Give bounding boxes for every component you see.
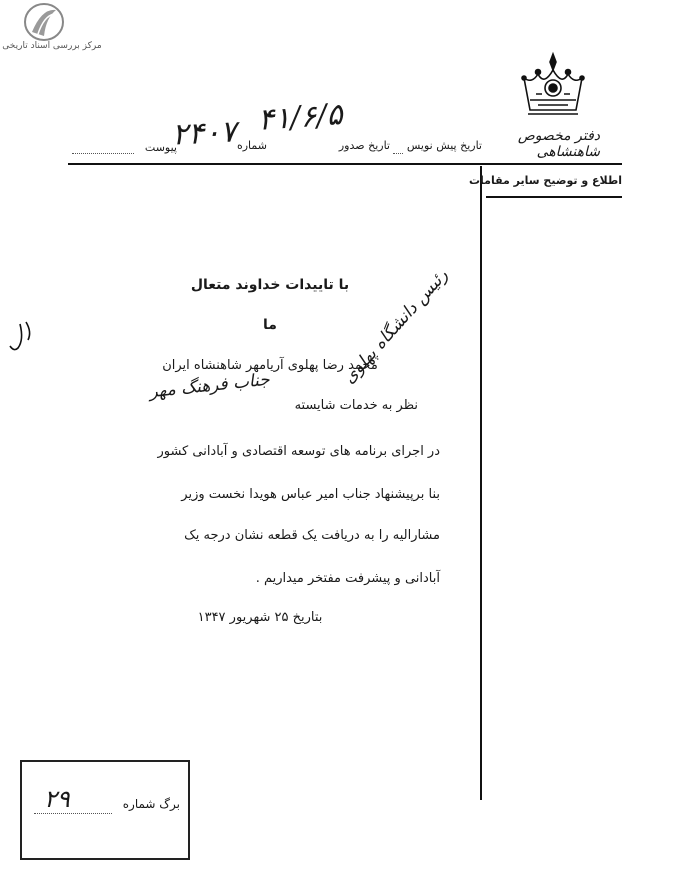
royal-we: ما [263, 317, 277, 333]
issue-date-label: تاریخ صدور [338, 139, 390, 152]
decree-line-5: آبادانی و پیشرفت مفتخر میداریم . [255, 571, 440, 586]
handwritten-date: ۴۱/۶/۵ [256, 97, 344, 138]
handwritten-sheet-number: ۲۹ [44, 785, 70, 813]
draft-date-label: تاریخ پیش نویس [406, 139, 482, 152]
sidebar-heading-rule [486, 196, 622, 198]
invocation-line: با تاییدات خداوند متعال [190, 277, 350, 293]
handwritten-recipient-title: رئیس دانشگاه پهلوی [339, 265, 453, 388]
draft-date-dots [393, 153, 403, 154]
sheet-number-label: برگ شماره [122, 797, 180, 811]
attachment-label: پیوست [144, 141, 177, 154]
handwritten-number: ۲۴۰۷ [171, 114, 238, 153]
attachment-dots [72, 153, 134, 154]
margin-handwriting-mark [0, 318, 100, 358]
decree-line-1: نظر به خدمات شایسته [294, 398, 418, 413]
office-letterhead-title: دفتر مخصوص شاهنشاهی [517, 128, 600, 160]
margin-column-rule [480, 166, 482, 800]
archive-watermark-text: مرکز بررسی اسناد تاریخی [2, 41, 102, 51]
decree-date-line: بتاریخ ۲۵ شهریور ۱۳۴۷ [197, 610, 323, 625]
decree-line-3: بنا برپیشنهاد جناب امیر عباس هویدا نخست وزیر [181, 487, 440, 502]
royal-crown-emblem [516, 48, 590, 122]
decree-line-4: مشارالیه را به دریافت یک قطعه نشان درجه یک [184, 528, 440, 543]
number-label: شماره [236, 139, 267, 152]
sheet-number-dots [34, 813, 112, 814]
decree-line-2: در اجرای برنامه های توسعه اقتصادی و آبادانی کشور [157, 444, 440, 459]
handwritten-recipient-name: جناب فرهنگ مهر [148, 369, 271, 403]
header-rule [68, 163, 622, 165]
archive-logo-icon [22, 2, 66, 42]
sidebar-heading: اطلاع و توضیح سایر مقامات [468, 174, 622, 187]
sovereign-name-line: محمد رضا پهلوی آریامهر شاهنشاه ایران [162, 358, 378, 373]
